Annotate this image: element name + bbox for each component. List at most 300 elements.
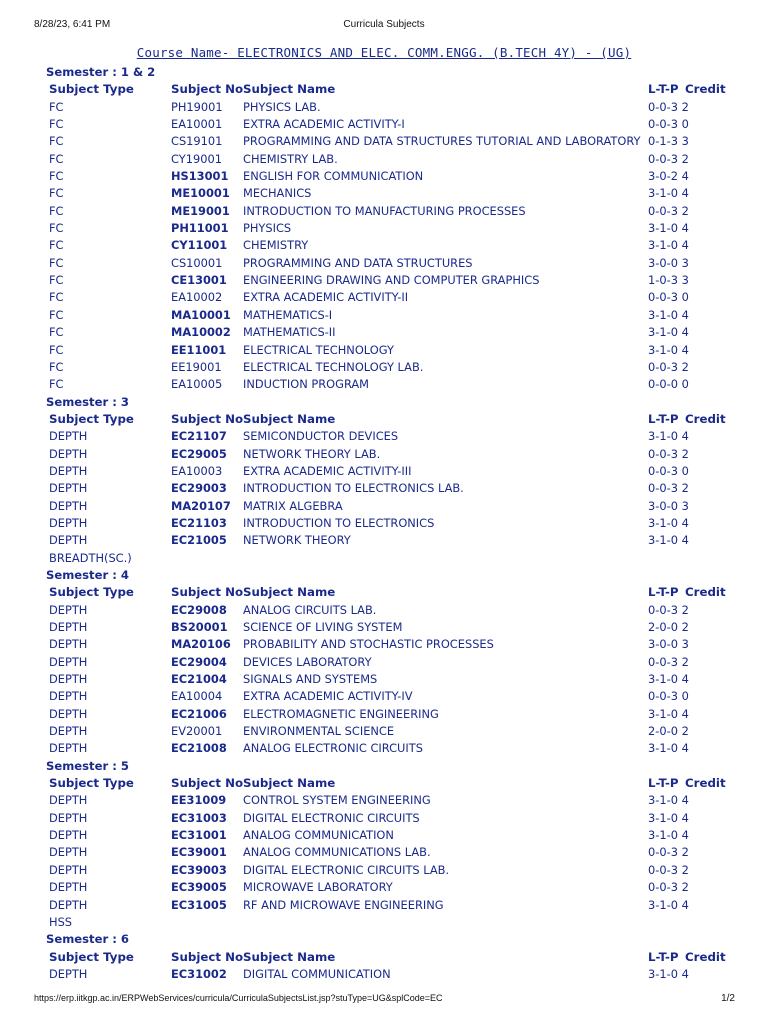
ltp-value [648,827,689,844]
credit-value: 2 [681,203,689,218]
table-row [0,480,768,497]
subject-type: DEPTH [49,880,88,895]
subject-no: MA20107 [171,498,231,513]
subject-name: CHEMISTRY LAB. [243,151,338,166]
ltp-text: 3-0-0 [648,637,678,652]
col-subject-no: Subject No [171,585,244,600]
ltp-text: 3-0-2 [648,169,678,184]
subject-no: CE13001 [171,273,227,288]
print-page-title: Curricula Subjects [343,19,425,30]
table-row [0,307,768,324]
col-credit: Credit [685,411,726,426]
table-row [0,897,768,914]
subject-type: FC [49,117,64,132]
ltp-value [648,220,689,237]
subject-name: DIGITAL ELECTRONIC CIRCUITS [243,810,420,825]
subject-name: ELECTROMAGNETIC ENGINEERING [243,706,439,721]
subject-type: FC [49,342,64,357]
semester-section [0,758,768,931]
table-row [0,99,768,116]
subject-no: EC31001 [171,828,227,843]
ltp-text: 0-1-3 [648,134,678,149]
subject-type: DEPTH [49,741,88,756]
ltp-text: 0-0-3 [648,290,678,305]
subject-type: DEPTH [49,689,88,704]
subject-type: DEPTH [49,515,88,530]
ltp-text: 3-1-0 [648,828,678,843]
curricula-table [0,64,768,983]
credit-value: 2 [681,620,689,634]
table-row [0,237,768,254]
ltp-text: 3-1-0 [648,238,678,253]
table-row [0,446,768,463]
subject-name: MATHEMATICS-II [243,325,336,340]
ltp-text: 3-1-0 [648,672,678,687]
table-row [0,272,768,289]
subject-no: PH19001 [171,99,223,114]
subject-type: DEPTH [49,810,88,825]
subject-name: NETWORK THEORY [243,533,351,548]
column-header-row [0,81,768,98]
credit-value: 4 [681,828,689,843]
col-subject-name: Subject Name [243,82,336,97]
subject-type: FC [49,255,64,270]
subject-name: PROGRAMMING AND DATA STRUCTURES [243,255,473,270]
ltp-value [648,619,689,636]
subject-no: MA10001 [171,307,231,322]
ltp-value [648,654,689,671]
ltp-value [648,168,689,185]
subject-type: FC [49,238,64,253]
subject-name: EXTRA ACADEMIC ACTIVITY-IV [243,689,413,704]
table-row [0,255,768,272]
semester-heading: Semester : 4 [46,567,129,582]
table-row [0,636,768,653]
credit-value: 4 [681,238,689,253]
ltp-text: 1-0-3 [648,273,678,288]
ltp-value [648,740,689,757]
subject-no: EC29004 [171,654,227,669]
ltp-text: 0-0-3 [648,203,678,218]
credit-value: 2 [681,481,689,496]
table-row [0,844,768,861]
ltp-text: 3-0-0 [648,498,678,513]
ltp-value [648,307,689,324]
table-row [0,515,768,532]
subject-type: FC [49,134,64,149]
table-row [0,792,768,809]
credit-value: 4 [681,706,689,721]
subject-type: FC [49,151,64,166]
col-subject-name: Subject Name [243,585,336,600]
print-url: https://erp.iitkgp.ac.in/ERPWebServices/curricula/CurriculaSubjectsList.jsp?stuType=UG&splCode=EC [34,993,443,1003]
ltp-value [648,636,689,653]
table-row [0,654,768,671]
ltp-text: 0-0-3 [648,481,678,496]
ltp-text: 3-1-0 [648,307,678,322]
credit-value: 4 [681,966,689,981]
credit-value: 2 [681,724,689,739]
subject-no: EC21006 [171,706,227,721]
table-row [0,342,768,359]
credit-value: 2 [681,359,689,374]
subject-no: CS10001 [171,255,223,270]
ltp-value [648,133,689,150]
credit-value: 3 [681,134,689,149]
col-credit: Credit [685,82,726,97]
semester-section [0,394,768,567]
subject-type: DEPTH [49,602,88,617]
table-row [0,133,768,150]
table-row [0,879,768,896]
ltp-value [648,966,689,983]
column-header-row [0,949,768,966]
table-row [0,220,768,237]
subject-name: MICROWAVE LABORATORY [243,880,393,895]
ltp-value [648,289,689,306]
subject-no: EE11001 [171,342,227,357]
credit-value: 4 [681,672,689,687]
subject-name: ANALOG COMMUNICATION [243,828,394,843]
ltp-value [648,862,689,879]
table-row [0,168,768,185]
table-row [0,966,768,983]
col-subject-no: Subject No [171,411,244,426]
ltp-text: 0-0-3 [648,689,678,704]
ltp-text: 0-0-3 [648,845,678,860]
subject-type: FC [49,221,64,236]
semester-heading: Semester : 1 & 2 [46,65,156,79]
credit-value: 0 [681,377,689,392]
subject-type: DEPTH [49,672,88,687]
col-subject-no: Subject No [171,949,244,964]
col-subject-type: Subject Type [49,82,134,97]
subject-name: CONTROL SYSTEM ENGINEERING [243,793,431,808]
ltp-text: 0-0-3 [648,880,678,895]
col-subject-name: Subject Name [243,949,336,964]
subject-name: MATRIX ALGEBRA [243,498,343,513]
table-row [0,810,768,827]
table-row [0,619,768,636]
ltp-text: 3-1-0 [648,429,678,444]
ltp-value [648,810,689,827]
subject-name: CHEMISTRY [243,238,309,253]
subject-type: FC [49,203,64,218]
subject-name: MATHEMATICS-I [243,307,333,322]
ltp-text: 3-1-0 [648,706,678,721]
subject-no: EA10004 [171,689,223,704]
credit-value: 4 [681,741,689,756]
subject-name: RF AND MICROWAVE ENGINEERING [243,897,444,912]
ltp-text: 0-0-3 [648,654,678,669]
subject-type: DEPTH [49,845,88,860]
credit-value: 3 [681,498,689,513]
ltp-value [648,463,689,480]
credit-value: 2 [681,602,689,617]
subject-no: EC29008 [171,602,227,617]
subject-name: ENGINEERING DRAWING AND COMPUTER GRAPHICS [243,273,540,288]
ltp-text: 3-1-0 [648,793,678,808]
credit-value: 3 [681,637,689,652]
print-datetime: 8/28/23, 6:41 PM [34,19,111,30]
credit-value: 4 [681,221,689,236]
subject-type: DEPTH [49,637,88,652]
table-row [0,324,768,341]
subject-type: FC [49,273,64,288]
subject-name: PROGRAMMING AND DATA STRUCTURES TUTORIAL AND LABORATORY [243,134,641,149]
subject-type: FC [49,99,64,114]
credit-value: 4 [681,793,689,808]
subject-no: EA10002 [171,290,223,305]
ltp-text: 3-1-0 [648,533,678,548]
subject-no: EA10005 [171,377,223,392]
subject-no: ME19001 [171,203,230,218]
col-subject-name: Subject Name [243,776,336,791]
ltp-value [648,671,689,688]
ltp-value [648,879,689,896]
table-row [0,827,768,844]
ltp-text: 0-0-3 [648,117,678,132]
ltp-text: 0-0-3 [648,862,678,877]
subject-type: DEPTH [49,706,88,721]
ltp-value [648,897,689,914]
subject-no: EC29003 [171,481,227,496]
semester-heading: Semester : 6 [46,932,129,947]
subject-no: EC21004 [171,672,227,687]
ltp-value [648,602,689,619]
subject-type: DEPTH [49,533,88,548]
print-footer [0,993,768,1005]
subject-name: EXTRA ACADEMIC ACTIVITY-II [243,290,409,305]
ltp-text: 0-0-3 [648,99,678,114]
ltp-value [648,359,689,376]
table-row [0,428,768,445]
table-row [0,116,768,133]
credit-value: 4 [681,515,689,530]
ltp-text: 2-0-0 [648,620,678,634]
ltp-value [648,844,689,861]
credit-value: 3 [681,255,689,270]
ltp-text: 3-0-0 [648,255,678,270]
ltp-value [648,99,689,116]
subject-no: EE31009 [171,793,227,808]
ltp-value [648,185,689,202]
subject-name: DIGITAL ELECTRONIC CIRCUITS LAB. [243,862,450,877]
credit-value: 4 [681,897,689,912]
ltp-value [648,498,689,515]
subject-type: DEPTH [49,828,88,843]
column-header-row [0,411,768,428]
ltp-value [648,272,689,289]
subject-name: ELECTRICAL TECHNOLOGY [243,342,394,357]
col-credit: Credit [685,949,726,964]
subject-name: PHYSICS LAB. [243,99,321,114]
subject-no: EC31003 [171,810,227,825]
subject-type: DEPTH [49,620,88,634]
subject-no: CY19001 [171,151,222,166]
table-row [0,463,768,480]
credit-value: 0 [681,117,689,132]
subject-name: INTRODUCTION TO MANUFACTURING PROCESSES [243,203,526,218]
subject-type: DEPTH [49,463,88,478]
semester-heading: Semester : 3 [46,394,129,409]
col-subject-type: Subject Type [49,776,134,791]
ltp-value [648,792,689,809]
subject-name: INTRODUCTION TO ELECTRONICS [243,515,435,530]
table-row [0,688,768,705]
ltp-text: 3-1-0 [648,221,678,236]
subject-name: DEVICES LABORATORY [243,654,372,669]
ltp-text: 0-0-0 [648,377,678,392]
semester-section [0,64,768,394]
table-row [0,706,768,723]
credit-value: 2 [681,446,689,461]
credit-value: 2 [681,151,689,166]
credit-value: 4 [681,342,689,357]
section-note: BREADTH(SC.) [49,550,132,565]
subject-name: ENGLISH FOR COMMUNICATION [243,169,424,184]
subject-type: FC [49,359,64,374]
subject-name: PROBABILITY AND STOCHASTIC PROCESSES [243,637,494,652]
subject-no: CY11001 [171,238,228,253]
subject-no: HS13001 [171,169,229,184]
ltp-text: 3-1-0 [648,810,678,825]
subject-name: DIGITAL COMMUNICATION [243,966,391,981]
ltp-text: 2-0-0 [648,724,678,739]
subject-type: DEPTH [49,966,88,981]
ltp-text: 3-1-0 [648,897,678,912]
subject-no: EC21107 [171,429,227,444]
ltp-text: 0-0-3 [648,151,678,166]
col-subject-no: Subject No [171,82,244,97]
ltp-text: 3-1-0 [648,515,678,530]
ltp-value [648,480,689,497]
subject-name: INTRODUCTION TO ELECTRONICS LAB. [243,481,464,496]
table-row [0,498,768,515]
subject-type: DEPTH [49,446,88,461]
credit-value: 2 [681,845,689,860]
table-row [0,289,768,306]
subject-no: EV20001 [171,724,223,739]
credit-value: 0 [681,463,689,478]
ltp-value [648,237,689,254]
column-header-row [0,775,768,792]
table-row [0,671,768,688]
table-row [0,359,768,376]
subject-name: ENVIRONMENTAL SCIENCE [243,724,395,739]
ltp-value [648,688,689,705]
ltp-value [648,116,689,133]
table-row [0,376,768,393]
table-row [0,862,768,879]
credit-value: 4 [681,169,689,184]
credit-value: 4 [681,429,689,444]
subject-no: PH11001 [171,221,229,236]
semester-heading: Semester : 5 [46,758,129,773]
subject-no: ME10001 [171,186,230,201]
table-row [0,203,768,220]
subject-type: FC [49,307,64,322]
credit-value: 0 [681,689,689,704]
col-subject-type: Subject Type [49,585,134,600]
table-row [0,602,768,619]
ltp-text: 3-1-0 [648,325,678,340]
credit-value: 3 [681,273,689,288]
subject-type: FC [49,290,64,305]
credit-value: 2 [681,880,689,895]
ltp-value [648,723,689,740]
subject-no: EA10001 [171,117,223,132]
subject-type: FC [49,169,64,184]
table-row [0,151,768,168]
ltp-text: 0-0-3 [648,602,678,617]
subject-type: DEPTH [49,793,88,808]
ltp-value [648,151,689,168]
col-ltp: L-T-P [648,82,679,97]
col-ltp: L-T-P [648,585,679,600]
subject-no: EC21005 [171,533,227,548]
ltp-text: 0-0-3 [648,463,678,478]
col-subject-no: Subject No [171,776,244,791]
ltp-value [648,376,689,393]
subject-no: EC39001 [171,845,227,860]
credit-value: 4 [681,325,689,340]
subject-no: CS19101 [171,134,223,149]
col-credit: Credit [685,776,726,791]
credit-value: 2 [681,654,689,669]
ltp-value [648,532,689,549]
credit-value: 2 [681,99,689,114]
subject-name: NETWORK THEORY LAB. [243,446,381,461]
subject-no: EC39003 [171,862,227,877]
ltp-value [648,342,689,359]
table-row [0,740,768,757]
subject-no: BS20001 [171,620,228,634]
credit-value: 2 [681,862,689,877]
subject-name: PHYSICS [243,221,292,236]
ltp-text: 3-1-0 [648,966,678,981]
col-subject-type: Subject Type [49,411,134,426]
subject-name: ANALOG ELECTRONIC CIRCUITS [243,741,423,756]
subject-no: EC21008 [171,741,227,756]
subject-no: EC31002 [171,966,227,981]
subject-no: MA10002 [171,325,231,340]
col-ltp: L-T-P [648,411,679,426]
subject-type: DEPTH [49,429,88,444]
credit-value: 0 [681,290,689,305]
subject-no: EE19001 [171,359,222,374]
credit-value: 4 [681,810,689,825]
subject-name: SIGNALS AND SYSTEMS [243,672,378,687]
subject-name: INDUCTION PROGRAM [243,377,370,392]
col-subject-type: Subject Type [49,949,134,964]
subject-name: MECHANICS [243,186,312,201]
subject-type: DEPTH [49,498,88,513]
ltp-text: 0-0-3 [648,446,678,461]
col-credit: Credit [685,585,726,600]
subject-type: FC [49,325,64,340]
ltp-value [648,428,689,445]
subject-type: DEPTH [49,654,88,669]
semester-section [0,931,768,983]
ltp-value [648,706,689,723]
column-header-row [0,584,768,601]
col-ltp: L-T-P [648,949,679,964]
ltp-text: 3-1-0 [648,342,678,357]
subject-no: EA10003 [171,463,223,478]
table-row [0,185,768,202]
print-page-number: 1/2 [721,993,735,1004]
